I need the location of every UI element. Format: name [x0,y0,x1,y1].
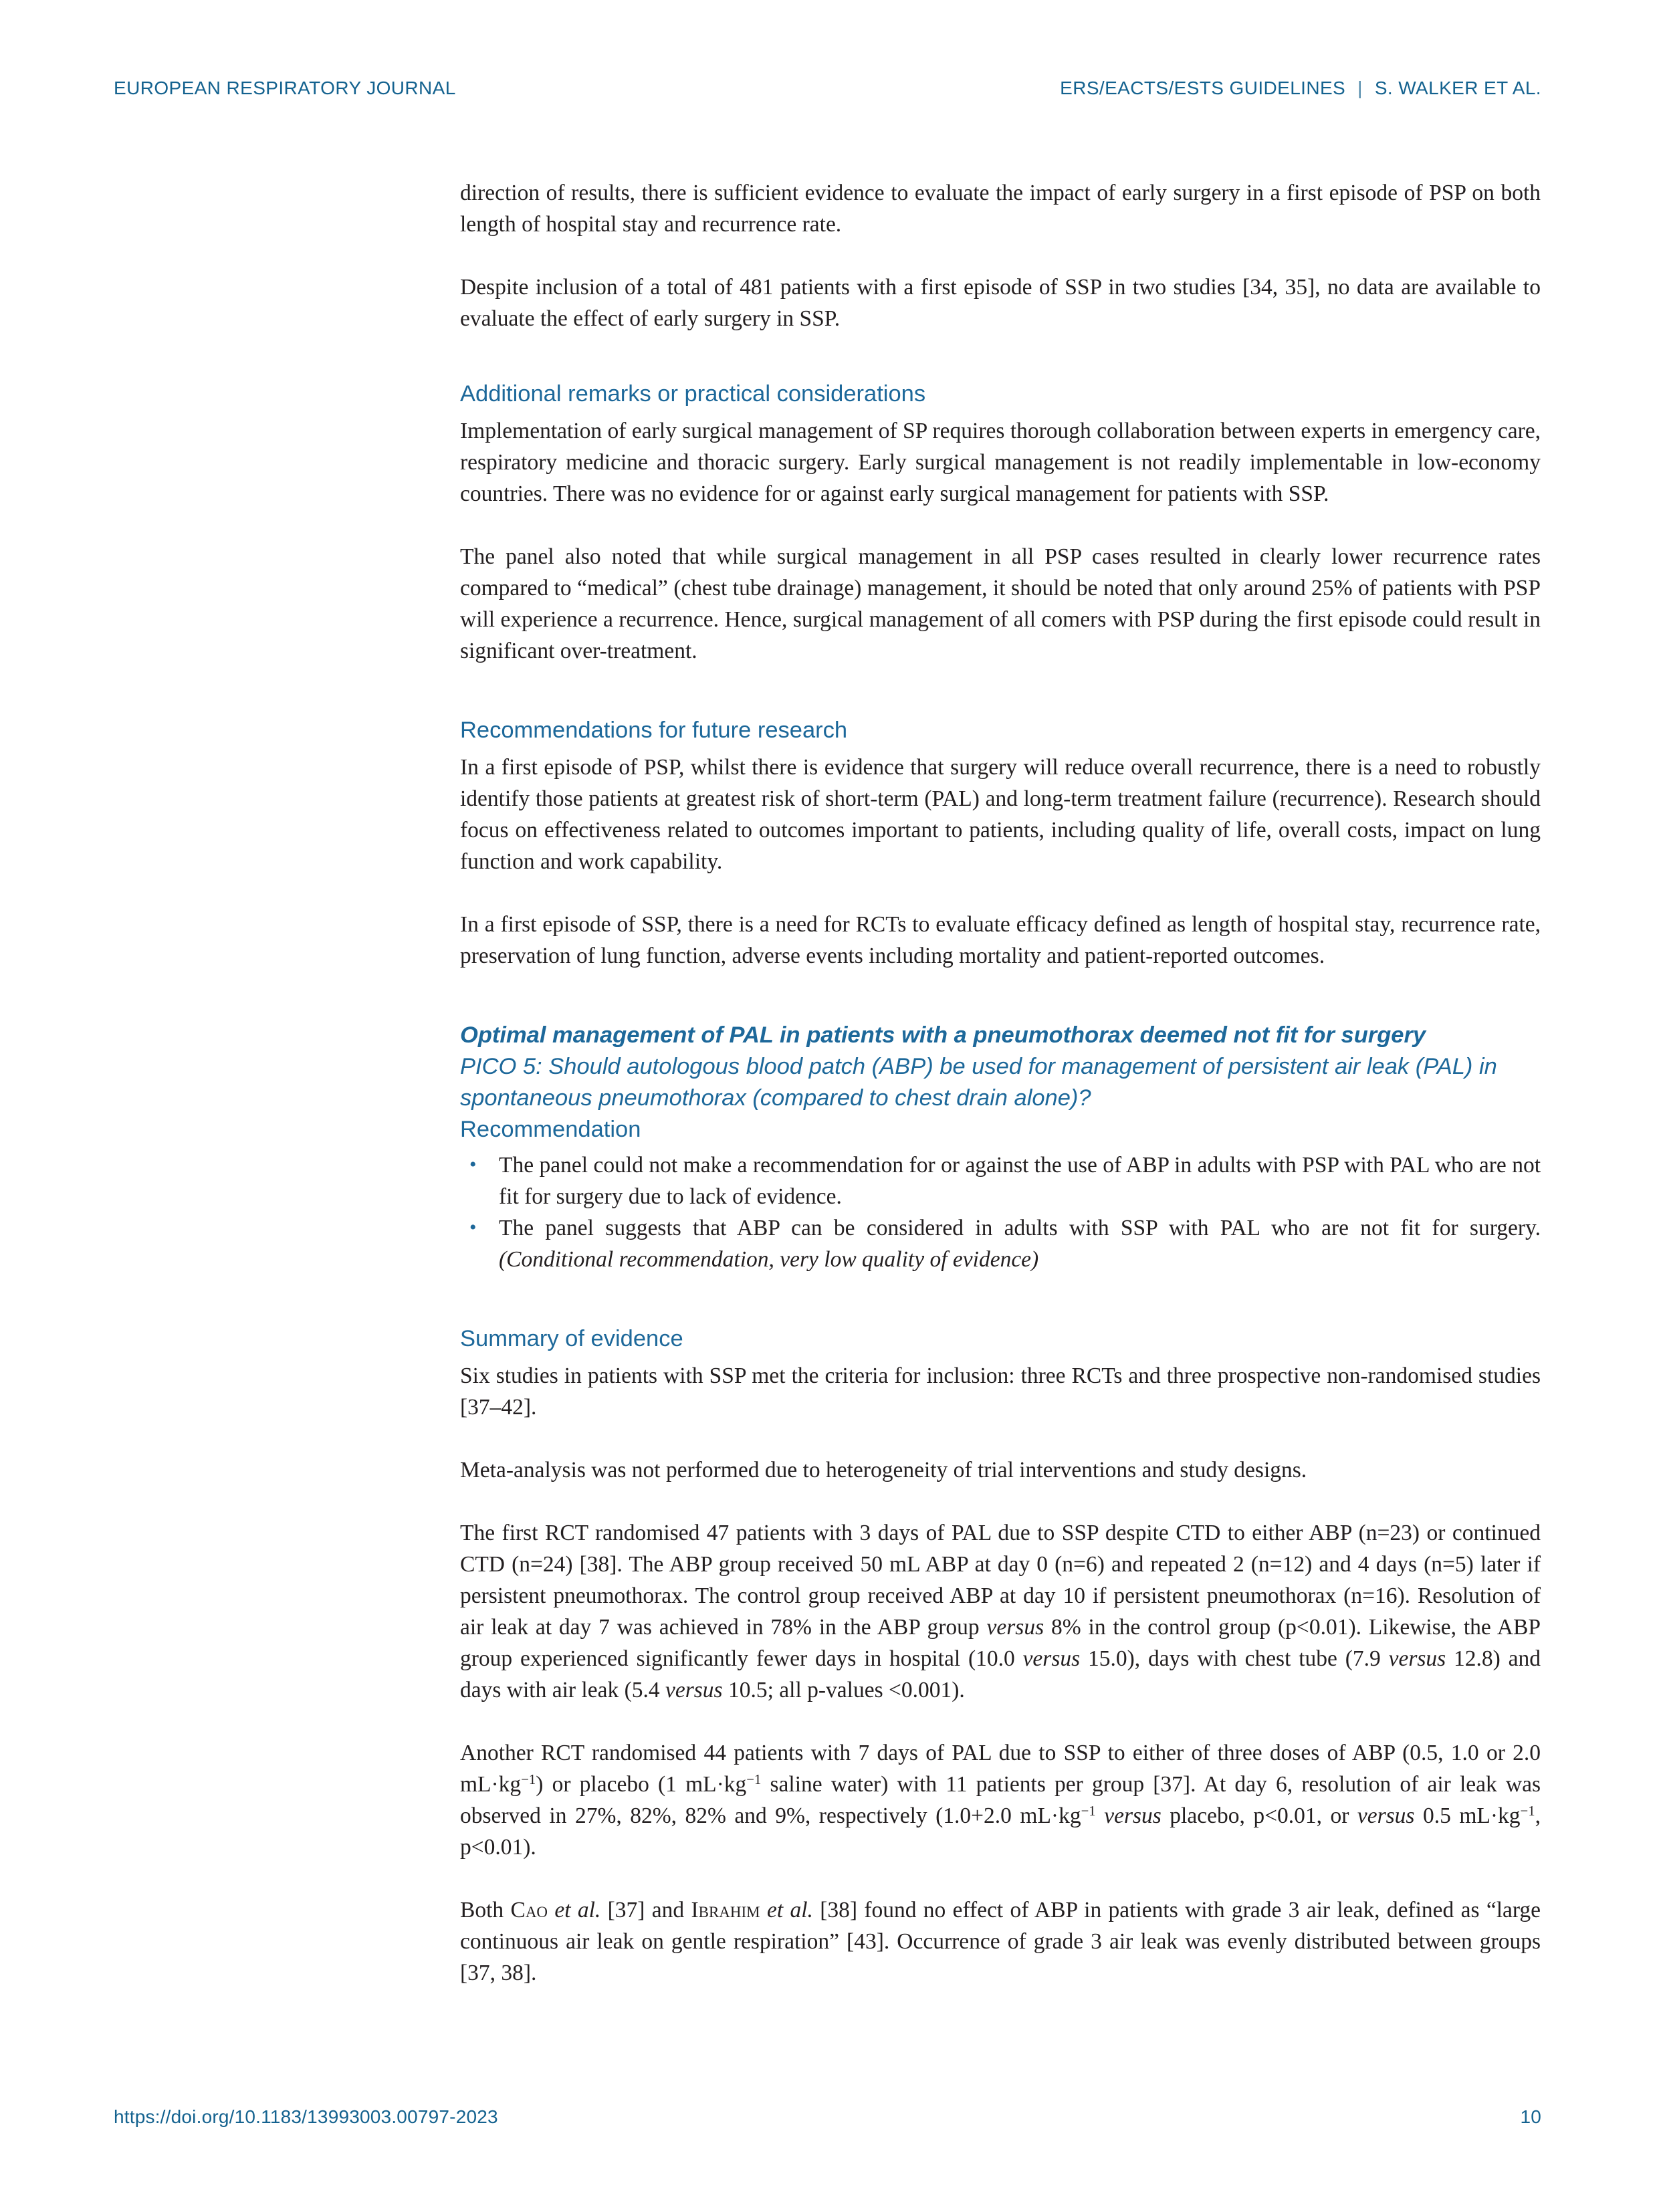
authors-label: S. WALKER ET AL. [1374,78,1541,98]
paragraph-panel-noted: The panel also noted that while surgical management in all PSP cases resulted in clearly lower recurrence rates compared to “medical” (chest tube drainage) management, it should be noted that only around 25% of patients with PSP will experience a recurrence. Hence, surgical management of all comers with PSP during the first episode could result in significant over-treatment. [460,544,1541,663]
heading-optimal-management-pal: Optimal management of PAL in patients with a pneumothorax deemed not fit for surgery [460,1022,1426,1048]
paragraph-six-studies: Six studies in patients with SSP met the criteria for inclusion: three RCTs and three prospective non-randomised studies [37–42]. [460,1363,1541,1420]
guidelines-label: ERS/EACTS/ESTS GUIDELINES [1060,78,1346,98]
paragraph-future-ssp: In a first episode of SSP, there is a need for RCTs to evaluate efficacy defined as length of hospital stay, recurrence rate, preservation of lung function, adverse events including mortality and patient-reported outcomes. [460,912,1541,968]
article-body [460,177,1541,2020]
recommendation-list [460,1149,1541,1275]
paragraph-cao-ibrahim: Both Cao et al. [37] and Ibrahim et al. [38] found no effect of ABP in patients with grade 3 air leak, defined as “large continuous air leak on gentle respiration” [43]. Occurrence of grade 3 air leak was evenly distributed between groups [37, 38]. [460,1898,1541,1985]
page-footer [114,2106,1541,2128]
paragraph-future-psp: In a first episode of PSP, whilst there is evidence that surgery will reduce overall recurrence, there is a need to robustly identify those patients at greatest risk of short-term (PAL) and long-term treatment failure (recurrence). Research should focus on effectiveness related to outcomes important to patients, including quality of life, overall costs, impact on lung function and work capability. [460,755,1541,874]
paragraph-early-surgery-psp: direction of results, there is sufficient evidence to evaluate the impact of early surgery in a first episode of PSP on both length of hospital stay and recurrence rate. [460,181,1541,237]
journal-name: EUROPEAN RESPIRATORY JOURNAL [114,78,456,98]
page-header [114,78,1541,99]
bullet-icon: • [469,1153,477,1176]
heading-summary-of-evidence: Summary of evidence [460,1326,683,1351]
paragraph-meta-analysis: Meta-analysis was not performed due to heterogeneity of trial interventions and study designs. [460,1458,1307,1482]
recommendation-item-text: The panel suggests that ABP can be considered in adults with SSP with PAL who are not fit for surgery. (Conditional recommendation, very low quality of evidence) [499,1216,1541,1272]
header-separator: | [1357,78,1363,98]
recommendation-item [460,1149,1541,1212]
bullet-icon: • [469,1216,477,1238]
heading-pico-5: PICO 5: Should autologous blood patch (ABP) be used for management of persistent air leak (PAL) in spontaneous pneumothorax (compared to chest drain alone)? [460,1054,1497,1111]
paragraph-another-rct: Another RCT randomised 44 patients with 7 days of PAL due to SSP to either of three doses of ABP (0.5, 1.0 or 2.0 $mL\cdot kg^{-1}$) or placebo (1 $mL\cdot kg^{-1}$ saline water) with 11 patients per group [37]. At day 6, resolution of air leak was observed in 27%, 82%, 82% and 9%, respectively (1.0+2.0 $mL\cdot kg^{-1}$ versus placebo, p<0.01, or versus 0.5 $mL\cdot kg^{-1}$, p<0.01). [460,1741,1541,1860]
heading-additional-remarks: Additional remarks or practical considerations [460,381,926,407]
recommendation-item-text: The panel could not make a recommendation for or against the use of ABP in adults with PSP with PAL who are not fit for surgery due to lack of evidence. [499,1153,1541,1209]
paragraph-first-rct: The first RCT randomised 47 patients with 3 days of PAL due to SSP despite CTD to either ABP (n=23) or continued CTD (n=24) [38]. The ABP group received 50 mL ABP at day 0 (n=6) and repeated 2 (n=12) and 4 days (n=5) later if persistent pneumothorax. The control group received ABP at day 10 if persistent pneumothorax (n=16). Resolution of air leak at day 7 was achieved in 78% in the ABP group versus 8% in the control group (p<0.01). Likewise, the ABP group experienced significantly fewer days in hospital (10.0 versus 15.0), days with chest tube (7.9 versus 12.8) and days with air leak (5.4 versus 10.5; all p-values <0.001). [460,1521,1541,1702]
heading-recommendation: Recommendation [460,1117,641,1142]
heading-future-research: Recommendations for future research [460,717,848,743]
paragraph-early-surgery-ssp: Despite inclusion of a total of 481 patients with a first episode of SSP in two studies [34, 35], no data are available to evaluate the effect of early surgery in SSP. [460,275,1541,331]
recommendation-item [460,1212,1541,1275]
header-right [1060,78,1541,99]
page-number: 10 [1520,2106,1541,2127]
doi-link[interactable]: https://doi.org/10.1183/13993003.00797-2023 [114,2106,498,2127]
paragraph-implementation: Implementation of early surgical management of SP requires thorough collaboration between experts in emergency care, respiratory medicine and thoracic surgery. Early surgical management is not readily implementable in low-economy countries. There was no evidence for or against early surgical management for patients with SSP. [460,419,1541,506]
